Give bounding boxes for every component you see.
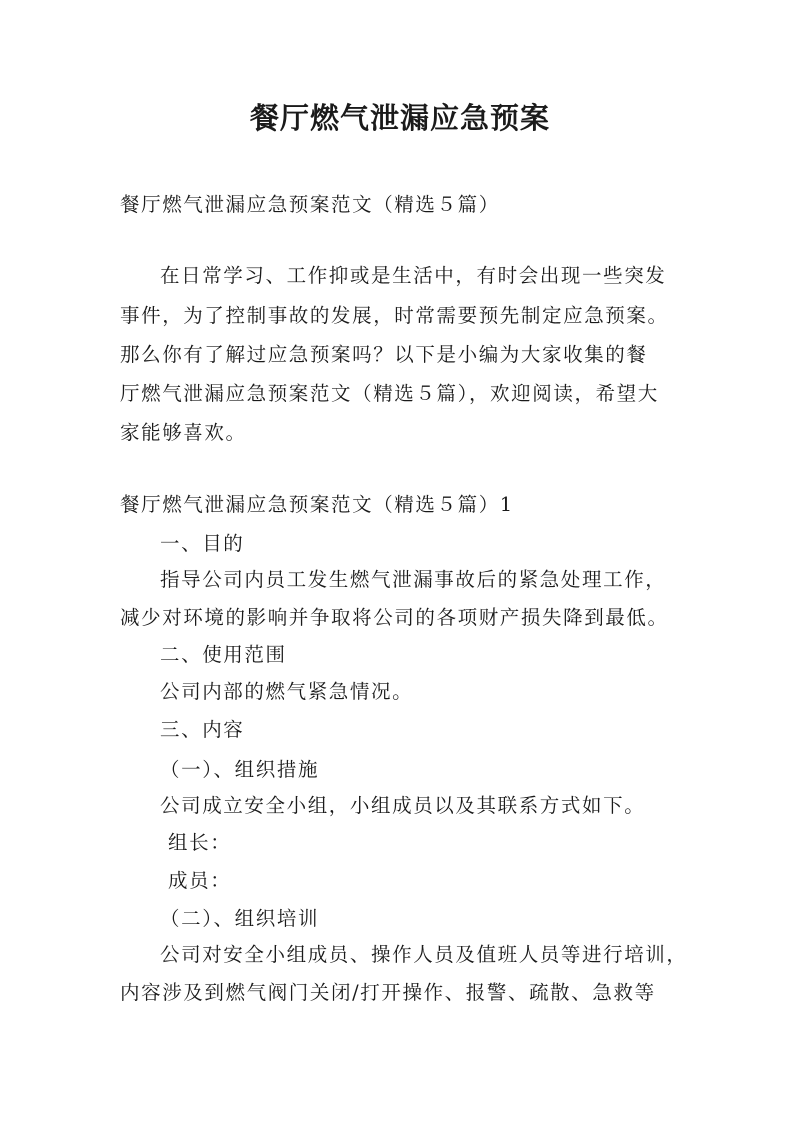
body-paragraph-line: 指导公司内员工发生燃气泄漏事故后的紧急处理工作， (160, 568, 667, 591)
body-paragraph-line: 公司内部的燃气紧急情况。 (160, 680, 414, 703)
body-paragraph-line: 成员： (168, 869, 232, 892)
body-subheading: （二）、组织培训 (160, 907, 320, 930)
body-heading: 一、目的 (160, 532, 245, 555)
body-paragraph-line: 公司对安全小组成员、操作人员及值班人员等进行培训， (160, 943, 688, 966)
body-paragraph-line: 内容涉及到燃气阀门关闭/打开操作、报警、疏散、急救等 (120, 981, 656, 1004)
intro-line: 那么你有了解过应急预案吗？以下是小编为大家收集的餐 (120, 343, 648, 366)
body-paragraph-line: 减少对环境的影响并争取将公司的各项财产损失降到最低。 (120, 606, 669, 629)
body-paragraph-line: 公司成立安全小组，小组成员以及其联系方式如下。 (160, 794, 646, 817)
body-paragraph-line: 组长： (168, 831, 232, 854)
body-heading: 三、内容 (160, 718, 245, 741)
section-heading: 餐厅燃气泄漏应急预案范文（精选５篇）1 (120, 493, 514, 516)
intro-line: 在日常学习、工作抑或是生活中，有时会出现一些突发 (160, 264, 667, 287)
document-title: 餐厅燃气泄漏应急预案 (249, 101, 550, 135)
intro-line: 厅燃气泄漏应急预案范文（精选５篇），欢迎阅读，希望大 (120, 382, 659, 405)
document-subtitle: 餐厅燃气泄漏应急预案范文（精选５篇） (120, 193, 500, 216)
body-subheading: （一）、组织措施 (160, 758, 320, 781)
intro-line: 事件，为了控制事故的发展，时常需要预先制定应急预案。 (120, 304, 669, 327)
body-heading: 二、使用范围 (160, 643, 287, 666)
intro-line: 家能够喜欢。 (120, 421, 247, 444)
